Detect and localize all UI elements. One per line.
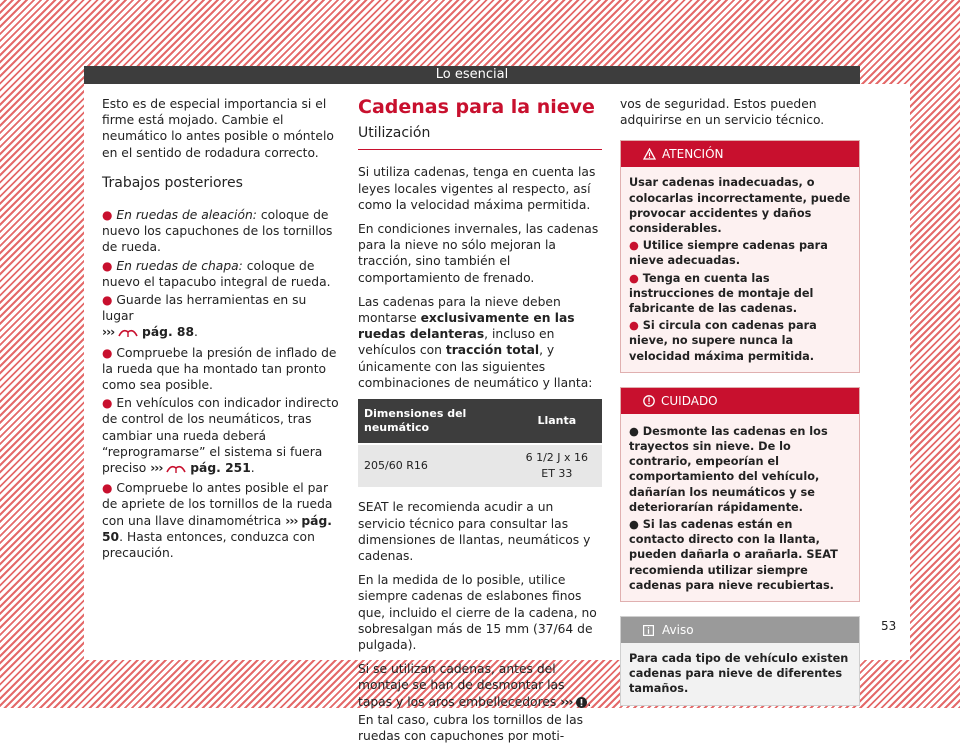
paragraph: Las cadenas para la nieve deben montarse exclusivamente en las ruedas delanteras, incluso en vehículos con tracción total, y únicamente con las siguientes combinaciones de neumático y llanta:: [358, 294, 593, 390]
page-reference-link[interactable]: pág. 251: [190, 461, 251, 476]
subtitle-trabajos: Trabajos posteriores: [102, 174, 243, 191]
list-item: ● En vehículos con indicador indirecto de control de los neumáticos, tras cambiar una rueda deberá “reprogramarse” el sistema si fuera preciso ››› pág. 251.: [102, 395, 340, 478]
paragraph: En la medida de lo posible, utilice siempre cadenas de eslabones finos que, incluido el cierre de la cadena, no sobresalgan más de 15 mm (37/64 de pulgada).: [358, 573, 597, 653]
column-1: [102, 96, 340, 563]
column-2: [358, 96, 602, 752]
section-title: Cadenas para la nieve: [358, 96, 595, 118]
page-number: 53: [881, 619, 897, 633]
list-item: ● Si las cadenas están en contacto directo con la llanta, pueden dañarla o arañarla. SEAT recomienda utilizar siempre cadenas para nieve recubiertas.: [629, 518, 838, 592]
table-header: Llanta: [512, 399, 602, 444]
table-header: Dimensiones del neumático: [358, 399, 512, 444]
bullet-icon: ●: [629, 518, 639, 532]
paragraph: SEAT le recomienda acudir a un servicio técnico para consultar las dimensiones de llantas, neumáticos y cadenas.: [358, 500, 591, 564]
bullet-icon: ●: [629, 239, 639, 253]
bullet-icon: ●: [629, 424, 639, 438]
table-row: [358, 444, 602, 487]
list-item: ● Guarde las herramientas en su lugar ››› pág. 88.: [102, 292, 340, 343]
bullet-icon: ●: [102, 481, 113, 496]
cross-ref-arrow-icon: ›››: [150, 461, 163, 476]
intro-paragraph: Esto es de especial importancia si el firme está mojado. Cambie el neumático lo antes posible o móntelo en el sentido de rodadura correcto.: [102, 97, 334, 160]
cross-ref-arrow-icon: ›››: [102, 325, 115, 340]
paragraph: En condiciones invernales, las cadenas para la nieve no sólo mejoran la tracción, sino también el comportamiento de frenado.: [358, 222, 599, 285]
paragraph: Si se utilizan cadenas, antes del montaje se han de desmontar las tapas y los aros embellecedores ››› . En tal caso, cubra los tornillos de las ruedas con capuchones por moti-: [358, 662, 592, 744]
warning-triangle-icon: [643, 147, 656, 165]
list-item: ● Utilice siempre cadenas para nieve adecuadas.: [629, 239, 828, 268]
aviso-box: [620, 616, 860, 706]
list-item: ● Compruebe la presión de inflado de la rueda que ha montado tan pronto como sea posible.: [102, 345, 337, 393]
bullet-icon: ●: [629, 319, 639, 333]
column-3: [620, 96, 860, 720]
warning-circle-icon: [576, 696, 587, 712]
cuidado-body: [621, 414, 859, 601]
page-reference-link[interactable]: pág. 50: [102, 513, 332, 544]
paragraph: Si utiliza cadenas, tenga en cuenta las leyes locales vigentes al respecto, así como la velocidad máxima permitida.: [358, 165, 596, 212]
book-reference-icon: [166, 462, 186, 478]
list-item: ● En ruedas de aleación: coloque de nuevo los capuchones de los tornillos de rueda.: [102, 208, 333, 255]
list-item: ● Compruebe lo antes posible el par de apriete de los tornillos de la rueda con una llave dinamométrica ››› pág. 50. Hasta entonces, conduzca con precaución.: [102, 481, 333, 561]
cuidado-header: CUIDADO: [621, 388, 859, 414]
subsection-title: Utilización: [358, 125, 602, 150]
list-item: ● En ruedas de chapa: coloque de nuevo el tapacubo integral de rueda.: [102, 258, 331, 289]
atencion-body: Usar cadenas inadecuadas, o colocarlas incorrectamente, puede provocar accidentes y daños considerables. ● Utilice siempre cadenas para nieve adecuadas. ● Tenga en cuenta las instrucciones de montaje del fabricante de las cadenas. ● Si circula con cadenas para nieve, no supere nunca la velocidad máxima permitida.: [629, 176, 851, 363]
section-header: Lo esencial: [84, 66, 860, 84]
info-circle-icon: [643, 394, 655, 412]
page-reference-link[interactable]: pág. 88: [142, 325, 195, 340]
bullet-icon: ●: [102, 396, 113, 411]
book-reference-icon: [118, 326, 138, 342]
cross-ref-arrow-icon: ›››: [285, 513, 298, 528]
aviso-header: Aviso: [621, 617, 859, 643]
paragraph: vos de seguridad. Estos pueden adquirirse en un servicio técnico.: [620, 97, 825, 128]
cross-ref-arrow-icon: ›››: [560, 694, 573, 709]
table-cell: 205/60 R16: [358, 444, 512, 487]
atencion-box: [620, 140, 860, 372]
bullet-icon: ●: [629, 271, 639, 285]
aviso-body: Para cada tipo de vehículo existen cadenas para nieve de diferentes tamaños.: [629, 652, 849, 696]
bullet-icon: ●: [102, 208, 113, 223]
list-item: ● Desmonte las cadenas en los trayectos sin nieve. De lo contrario, empeorían el comportamiento del vehículo, dañarían los neumáticos y se deteriorarían rápidamente.: [629, 424, 828, 514]
cuidado-box: [620, 387, 860, 602]
table-cell: 6 1/2 J x 16 ET 33: [512, 444, 602, 487]
tire-rim-table: [358, 399, 602, 487]
atencion-header: ATENCIÓN: [621, 141, 859, 167]
list-item: ● Si circula con cadenas para nieve, no supere nunca la velocidad máxima permitida.: [629, 319, 817, 363]
bullet-icon: ●: [102, 258, 113, 273]
bullet-icon: ●: [102, 345, 113, 360]
bullet-icon: ●: [102, 293, 113, 308]
info-square-icon: [643, 623, 654, 641]
list-item: ● Tenga en cuenta las instrucciones de montaje del fabricante de las cadenas.: [629, 271, 814, 316]
